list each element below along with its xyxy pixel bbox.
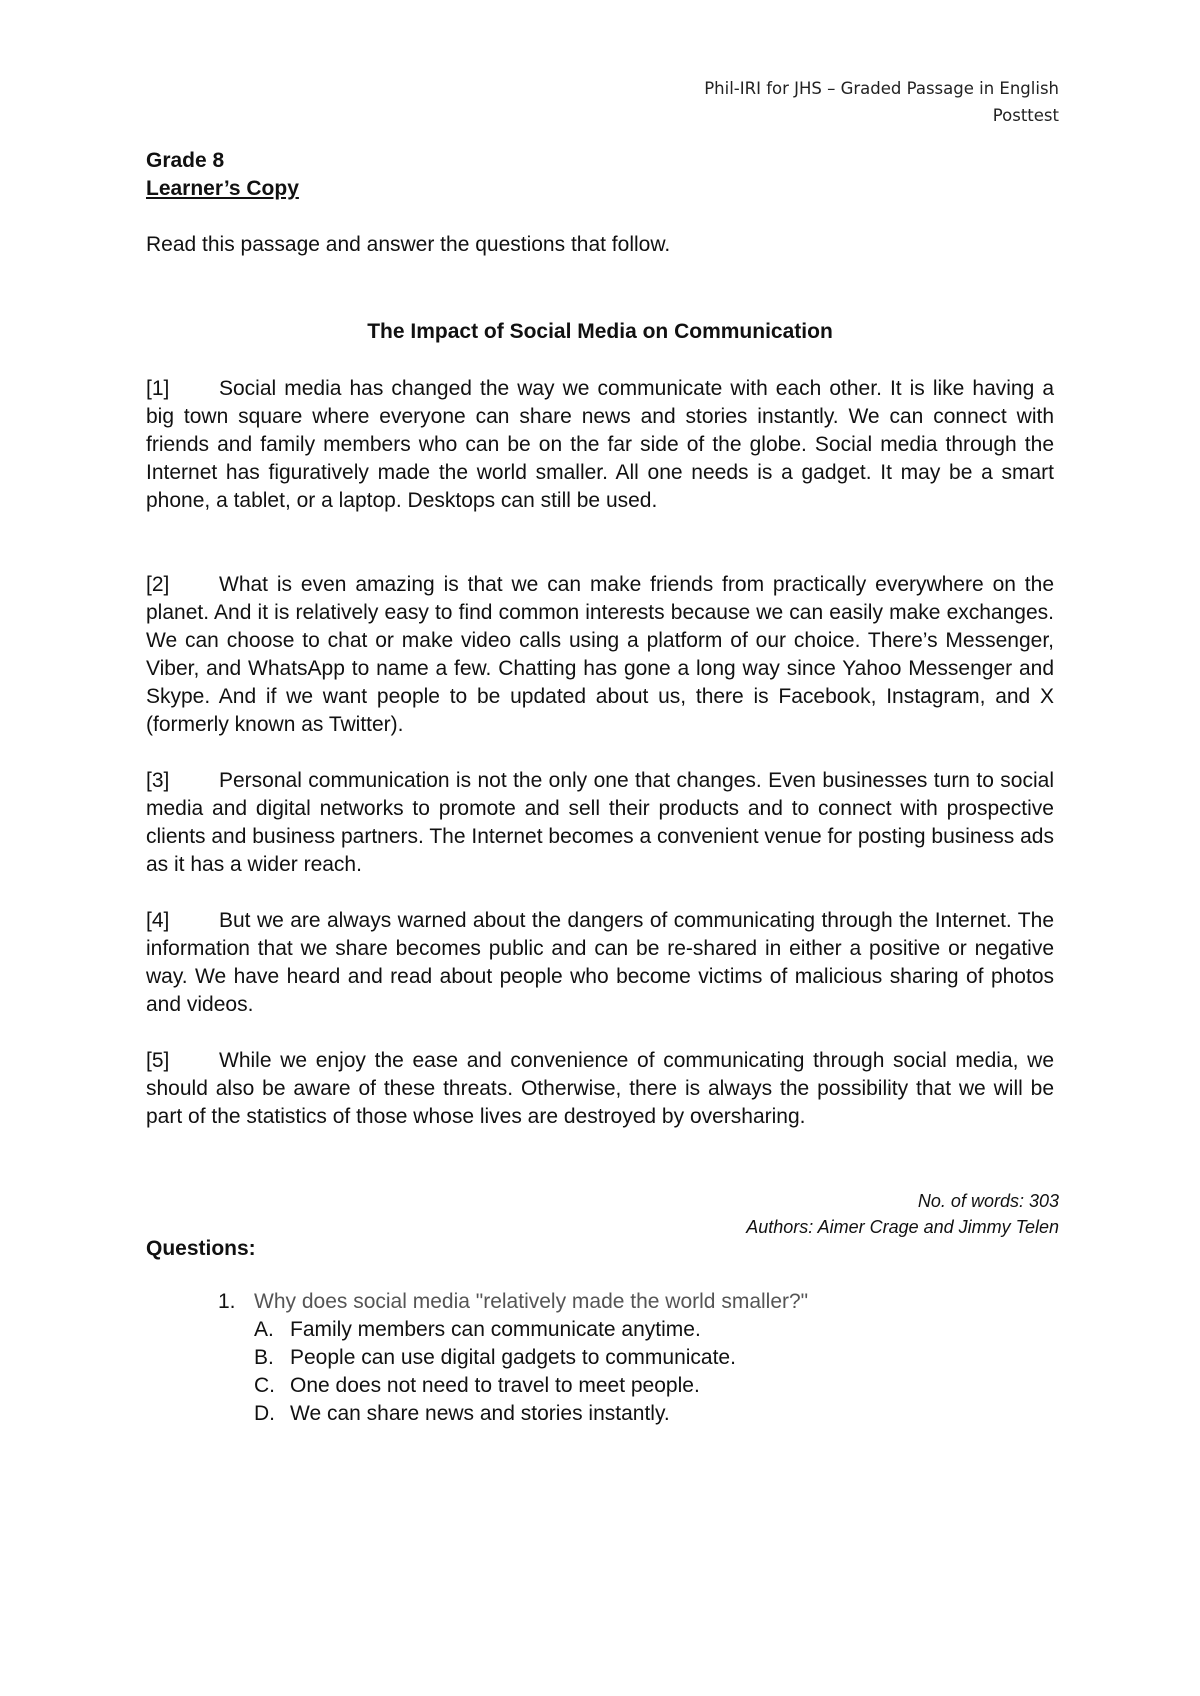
copy-label: Learner’s Copy bbox=[146, 177, 299, 200]
option-letter: C. bbox=[254, 1374, 275, 1397]
question-1 bbox=[218, 1288, 1058, 1428]
option-text: One does not need to travel to meet people. bbox=[290, 1374, 700, 1397]
paragraph-text: Social media has changed the way we communicate with each other. It is like having a big town square where everyone can share news and stories instantly. We can connect with friends and family members who can be on the far side of the globe. Social media through the Internet has figuratively made the world smaller. All one needs is a gadget. It may be a smart phone, a tablet, or a laptop. Desktops can still be used. bbox=[146, 377, 1054, 512]
questions-heading: Questions: bbox=[146, 1237, 256, 1260]
paragraph-3 bbox=[146, 767, 1054, 879]
paragraph-5 bbox=[146, 1047, 1054, 1131]
paragraph-2 bbox=[146, 571, 1054, 739]
paragraph-number: [2] bbox=[146, 573, 170, 596]
paragraph-text: Personal communication is not the only one that changes. Even businesses turn to social media and digital networks to promote and sell their products and to connect with prospective clients and business partners. The Internet becomes a convenient venue for posting business ads as it has a wider reach. bbox=[146, 769, 1054, 876]
option-d bbox=[254, 1400, 1058, 1428]
authors-line: Authors: Aimer Crage and Jimmy Telen bbox=[746, 1217, 1059, 1237]
question-stem bbox=[218, 1288, 1058, 1316]
header-title: Phil-IRI for JHS – Graded Passage in English bbox=[704, 79, 1059, 98]
paragraph-text: While we enjoy the ease and convenience of communicating through social media, we should also be aware of these threats. Otherwise, there is always the possibility that we will be part of the statistics of those whose lives are destroyed by oversharing. bbox=[146, 1049, 1054, 1128]
grade-label: Grade 8 bbox=[146, 149, 225, 172]
paragraph-text: But we are always warned about the dangers of communicating through the Internet. The information that we share becomes public and can be re-shared in either a positive or negative way. We have heard and read about people who become victims of malicious sharing of photos and videos. bbox=[146, 909, 1054, 1016]
option-b bbox=[254, 1344, 1058, 1372]
word-count: No. of words: 303 bbox=[917, 1191, 1059, 1211]
option-letter: B. bbox=[254, 1346, 274, 1369]
option-letter: A. bbox=[254, 1318, 274, 1341]
option-text: Family members can communicate anytime. bbox=[290, 1318, 701, 1341]
passage-meta bbox=[746, 1188, 1059, 1240]
paragraph-number: [5] bbox=[146, 1049, 170, 1072]
question-text: Why does social media "relatively made the world smaller?" bbox=[254, 1290, 809, 1313]
option-c bbox=[254, 1372, 1058, 1400]
page-header bbox=[704, 75, 1059, 129]
paragraph-number: [4] bbox=[146, 909, 170, 932]
option-letter: D. bbox=[254, 1402, 275, 1425]
paragraph-number: [1] bbox=[146, 377, 170, 400]
paragraph-number: [3] bbox=[146, 769, 170, 792]
passage-title: The Impact of Social Media on Communication bbox=[367, 320, 833, 343]
question-number: 1. bbox=[218, 1290, 236, 1313]
option-text: We can share news and stories instantly. bbox=[290, 1402, 670, 1425]
paragraph-4 bbox=[146, 907, 1054, 1019]
header-subtitle: Posttest bbox=[992, 106, 1059, 125]
option-text: People can use digital gadgets to communicate. bbox=[290, 1346, 736, 1369]
paragraph-text: What is even amazing is that we can make friends from practically everywhere on the planet. And it is relatively easy to find common interests because we can easily make exchanges. We can choose to chat or make video calls using a platform of our choice. There’s Messenger, Viber, and WhatsApp to name a few. Chatting has gone a long way since Yahoo Messenger and Skype. And if we want people to be updated about us, there is Facebook, Instagram, and X (formerly known as Twitter). bbox=[146, 573, 1054, 736]
instruction-text: Read this passage and answer the questions that follow. bbox=[146, 233, 671, 256]
paragraph-1 bbox=[146, 375, 1054, 515]
option-a bbox=[254, 1316, 1058, 1344]
answer-options bbox=[218, 1316, 1058, 1428]
